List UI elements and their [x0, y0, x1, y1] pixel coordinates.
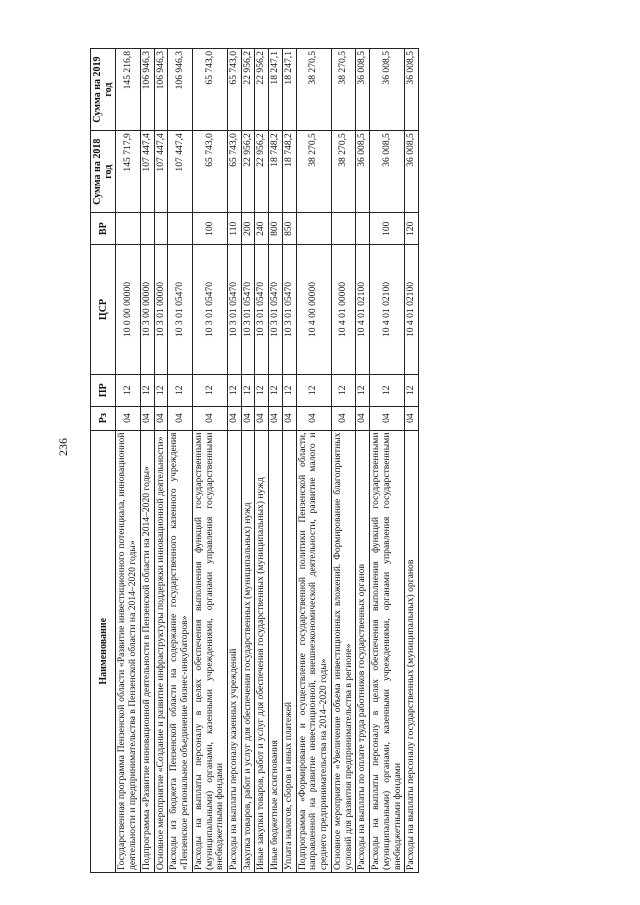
table-row: [116, 49, 140, 873]
cell-pr: 12: [140, 374, 154, 406]
cell-sum-2019: 18 247,1: [282, 49, 296, 131]
cell-rz: 04: [269, 406, 283, 430]
cell-csr: 10 4 01 02100: [405, 245, 419, 375]
rotated-page-content: [90, 48, 598, 873]
header-name: Наименование: [91, 430, 116, 872]
cell-sum-2018: 36 008,5: [405, 131, 419, 213]
cell-csr: 10 4 01 02100: [370, 245, 405, 375]
header-pr: ПР: [91, 374, 116, 406]
cell-csr: 10 0 00 00000: [116, 245, 140, 375]
table-row: [192, 49, 227, 873]
cell-sum-2018: 36 008,5: [370, 131, 405, 213]
cell-pr: 12: [296, 374, 331, 406]
cell-rz: 04: [116, 406, 140, 430]
cell-csr: 10 4 01 02100: [356, 245, 370, 375]
cell-sum-2018: 107 447,4: [168, 131, 192, 213]
cell-vr: [296, 213, 331, 245]
cell-csr: 10 3 01 05470: [241, 245, 255, 375]
cell-pr: 12: [227, 374, 241, 406]
cell-sum-2019: 38 270,5: [296, 49, 331, 131]
header-vr: ВР: [91, 213, 116, 245]
cell-pr: 12: [282, 374, 296, 406]
table-row: [282, 49, 296, 873]
cell-pr: 12: [356, 374, 370, 406]
cell-rz: 04: [370, 406, 405, 430]
table-row: [356, 49, 370, 873]
cell-sum-2019: 65 743,0: [227, 49, 241, 131]
cell-vr: [154, 213, 168, 245]
cell-vr: [116, 213, 140, 245]
table-row: [405, 49, 419, 873]
cell-name: Уплата налогов, сборов и иных платежей: [282, 430, 296, 872]
cell-pr: 12: [331, 374, 355, 406]
cell-name: Расходы на выплаты по оплате труда работников государственных органов: [356, 430, 370, 872]
header-sum-2019: Сумма на 2019 год: [91, 49, 116, 131]
cell-pr: 12: [255, 374, 269, 406]
header-csr: ЦСР: [91, 245, 116, 375]
table-row: [370, 49, 405, 873]
cell-vr: [331, 213, 355, 245]
cell-sum-2019: 38 270,5: [331, 49, 355, 131]
cell-sum-2019: 106 946,3: [168, 49, 192, 131]
table-row: [140, 49, 154, 873]
cell-name: Расходы на выплаты персоналу государственных (муниципальных) органов: [405, 430, 419, 872]
cell-sum-2018: 18 748,2: [269, 131, 283, 213]
cell-rz: 04: [192, 406, 227, 430]
cell-sum-2019: 106 946,3: [140, 49, 154, 131]
table-row: [154, 49, 168, 873]
cell-vr: 100: [370, 213, 405, 245]
cell-rz: 04: [255, 406, 269, 430]
cell-rz: 04: [227, 406, 241, 430]
cell-vr: 110: [227, 213, 241, 245]
cell-vr: 120: [405, 213, 419, 245]
cell-sum-2018: 65 743,0: [192, 131, 227, 213]
table-row: [227, 49, 241, 873]
cell-name: Основное мероприятие «Создание и развитие инфраструктуры поддержки инновационной деятельности»: [154, 430, 168, 872]
table-header-row: [91, 49, 116, 873]
cell-name: Подпрограмма «Формирование и осуществление государственной политики Пензенской области, направленной на развитие инвестиционной, внешнеэкономической деятельности, развитие малого и среднего предпринимательства на 2014–2020 годы»: [296, 430, 331, 872]
cell-pr: 12: [241, 374, 255, 406]
cell-csr: 10 3 01 05470: [282, 245, 296, 375]
cell-rz: 04: [168, 406, 192, 430]
cell-rz: 04: [241, 406, 255, 430]
cell-sum-2018: 38 270,5: [331, 131, 355, 213]
cell-sum-2019: 106 946,3: [154, 49, 168, 131]
cell-vr: [356, 213, 370, 245]
cell-vr: [140, 213, 154, 245]
cell-sum-2019: 36 008,5: [405, 49, 419, 131]
cell-name: Иные закупки товаров, работ и услуг для обеспечения государственных (муниципальных) нужд: [255, 430, 269, 872]
cell-name: Расходы из бюджета Пензенской области на содержание государственного казенного учреждения «Пензенское региональное объединение бизнес-инкубаторов»: [168, 430, 192, 872]
page-number: 236: [56, 438, 70, 456]
table-row: [255, 49, 269, 873]
cell-sum-2019: 145 216,8: [116, 49, 140, 131]
cell-pr: 12: [116, 374, 140, 406]
cell-name: Закупка товаров, работ и услуг для обеспечения государственных (муниципальных) нужд: [241, 430, 255, 872]
cell-vr: 800: [269, 213, 283, 245]
table-row: [241, 49, 255, 873]
cell-csr: 10 4 01 00000: [331, 245, 355, 375]
cell-name: Расходы на выплаты персоналу казенных учреждений: [227, 430, 241, 872]
cell-name: Иные бюджетные ассигнования: [269, 430, 283, 872]
cell-vr: 100: [192, 213, 227, 245]
cell-vr: 200: [241, 213, 255, 245]
cell-csr: 10 3 01 00000: [154, 245, 168, 375]
cell-sum-2018: 145 717,9: [116, 131, 140, 213]
cell-vr: 240: [255, 213, 269, 245]
cell-sum-2018: 18 748,2: [282, 131, 296, 213]
cell-rz: 04: [154, 406, 168, 430]
cell-pr: 12: [269, 374, 283, 406]
cell-name: Государственная программа Пензенской области «Развитие инвестиционного потенциала, инновационной деятельности и предпринимательства в Пензенской области на 2014–2020 годы»: [116, 430, 140, 872]
cell-csr: 10 3 01 05470: [255, 245, 269, 375]
cell-csr: 10 3 01 05470: [192, 245, 227, 375]
cell-rz: 04: [331, 406, 355, 430]
cell-rz: 04: [282, 406, 296, 430]
cell-sum-2019: 36 008,5: [370, 49, 405, 131]
cell-rz: 04: [296, 406, 331, 430]
cell-rz: 04: [356, 406, 370, 430]
cell-csr: 10 3 01 05470: [227, 245, 241, 375]
table-row: [331, 49, 355, 873]
cell-sum-2018: 36 008,5: [356, 131, 370, 213]
cell-sum-2019: 22 956,2: [241, 49, 255, 131]
cell-name: Расходы на выплаты персоналу в целях обеспечения выполнения функций государственными (муниципальными) органами, казенными учреждениями, органами управления государственными внебюджетными фондами: [192, 430, 227, 872]
cell-pr: 12: [405, 374, 419, 406]
cell-rz: 04: [140, 406, 154, 430]
cell-name: Основное мероприятие «Увеличение объема инвестиционных вложений. Формирование благоприятных условий для развития предпринимательства в регионе»: [331, 430, 355, 872]
cell-sum-2018: 22 956,2: [241, 131, 255, 213]
cell-csr: 10 4 00 00000: [296, 245, 331, 375]
cell-sum-2019: 65 743,0: [192, 49, 227, 131]
cell-sum-2018: 107 447,4: [154, 131, 168, 213]
table-row: [168, 49, 192, 873]
cell-sum-2018: 22 956,2: [255, 131, 269, 213]
cell-sum-2018: 38 270,5: [296, 131, 331, 213]
cell-sum-2019: 18 247,1: [269, 49, 283, 131]
cell-rz: 04: [405, 406, 419, 430]
header-sum-2018: Сумма на 2018 год: [91, 131, 116, 213]
cell-pr: 12: [370, 374, 405, 406]
cell-csr: 10 3 01 05470: [168, 245, 192, 375]
header-rz: Рз: [91, 406, 116, 430]
budget-table: [90, 48, 419, 873]
cell-sum-2019: 36 008,5: [356, 49, 370, 131]
cell-sum-2018: 107 447,4: [140, 131, 154, 213]
cell-sum-2019: 22 956,2: [255, 49, 269, 131]
cell-csr: 10 3 00 00000: [140, 245, 154, 375]
cell-pr: 12: [168, 374, 192, 406]
table-row: [296, 49, 331, 873]
cell-pr: 12: [192, 374, 227, 406]
cell-csr: 10 3 01 05470: [269, 245, 283, 375]
cell-vr: 850: [282, 213, 296, 245]
cell-sum-2018: 65 743,0: [227, 131, 241, 213]
cell-name: Расходы на выплаты персоналу в целях обеспечения выполнения функций государственными (муниципальными) органами, казенными учреждениями, органами управления государственными внебюджетными фондами: [370, 430, 405, 872]
cell-vr: [168, 213, 192, 245]
cell-name: Подпрограмма «Развитие инновационной деятельности в Пензенской области на 2014–2020 годы»: [140, 430, 154, 872]
cell-pr: 12: [154, 374, 168, 406]
table-row: [269, 49, 283, 873]
